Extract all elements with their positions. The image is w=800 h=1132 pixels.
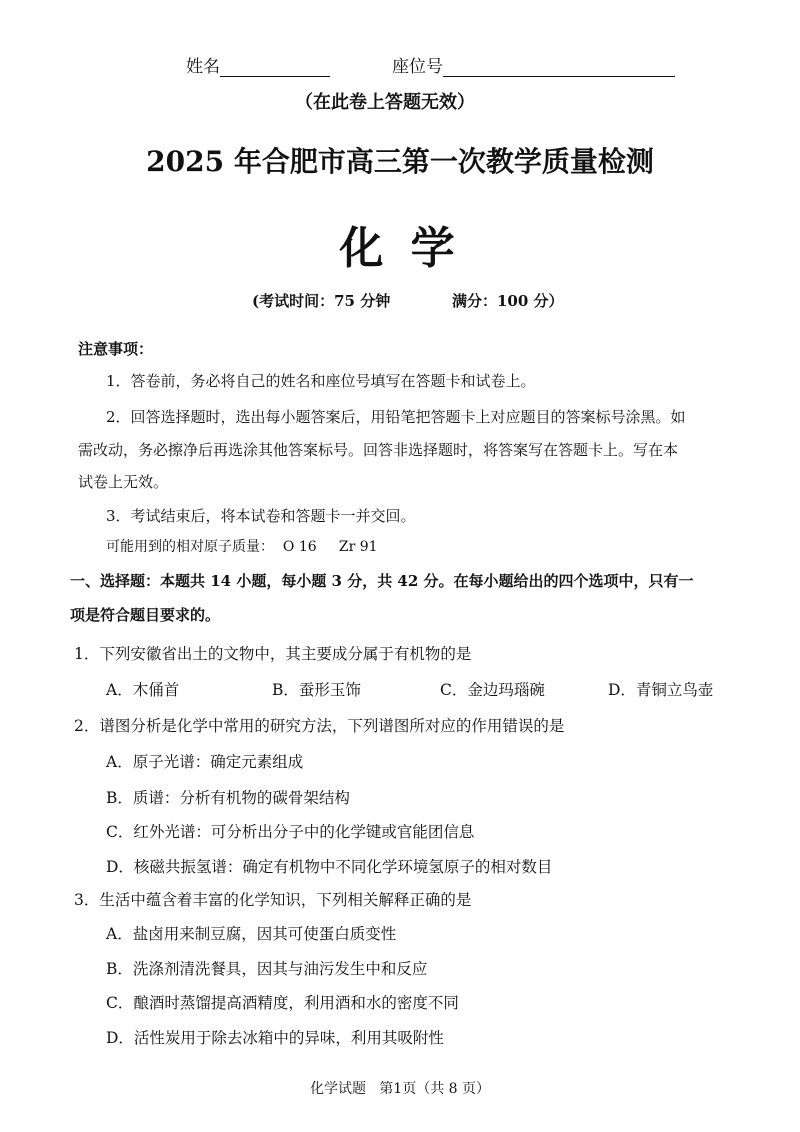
question-1-option-b: B．蚕形玉饰 bbox=[272, 681, 361, 699]
seat-field bbox=[392, 52, 675, 77]
question-3-option-d: D．活性炭用于除去冰箱中的异味，利用其吸附性 bbox=[106, 1029, 444, 1047]
question-3-option-b: B．洗涤剂清洗餐具，因其与油污发生中和反应 bbox=[106, 960, 428, 978]
notice-item-2-line-2: 需改动，务必擦净后再选涂其他答案标号。回答非选择题时，将答案写在答题卡上。写在本 bbox=[78, 441, 679, 459]
question-1-option-c: C．金边玛瑙碗 bbox=[440, 681, 545, 699]
notice-item-3: 3．考试结束后，将本试卷和答题卡一并交回。 bbox=[106, 507, 416, 525]
question-2-option-c: C．红外光谱：可分析出分子中的化学键或官能团信息 bbox=[106, 823, 475, 841]
notice-title: 注意事项： bbox=[78, 340, 154, 358]
page-footer: 化学试题 第1页（共 8 页） bbox=[309, 1081, 491, 1097]
question-2-option-b: B．质谱：分析有机物的碳骨架结构 bbox=[106, 789, 350, 807]
section-1-line-1: 一、选择题：本题共 14 小题，每小题 3 分，共 42 分。在每小题给出的四个选项中，只有一 bbox=[70, 572, 694, 590]
name-field bbox=[186, 52, 330, 77]
invalid-note: （在此卷上答题无效） bbox=[295, 92, 475, 113]
notice-item-2-line-1: 2．回答选择题时，选出每小题答案后，用铅笔把答题卡上对应题目的答案标号涂黑。如 bbox=[106, 408, 686, 426]
question-3-option-c: C．酿酒时蒸馏提高酒精度，利用酒和水的密度不同 bbox=[106, 994, 459, 1012]
question-2-option-a: A．原子光谱：确定元素组成 bbox=[106, 753, 304, 771]
exam-time: (考试时间：75 分钟 bbox=[252, 292, 391, 310]
section-1-line-2: 项是符合题目要求的。 bbox=[70, 606, 221, 624]
subject-title: 化 学 bbox=[339, 223, 461, 274]
exam-score: 满分：100 分） bbox=[452, 292, 564, 310]
question-3-stem: 3．生活中蕴含着丰富的化学知识，下列相关解释正确的是 bbox=[74, 891, 472, 909]
atomic-mass-note: 可能用到的相对原子质量： O 16 Zr 91 bbox=[106, 539, 378, 555]
seat-blank bbox=[443, 58, 675, 77]
seat-label: 座位号 bbox=[392, 57, 443, 77]
question-2-option-d: D．核磁共振氢谱：确定有机物中不同化学环境氢原子的相对数目 bbox=[106, 858, 553, 876]
notice-item-2-line-3: 试卷上无效。 bbox=[78, 473, 169, 491]
name-blank bbox=[220, 58, 330, 77]
exam-title: 2025 年合肥市高三第一次教学质量检测 bbox=[146, 145, 654, 178]
question-1-option-a: A．木俑首 bbox=[106, 681, 180, 699]
question-2-stem: 2．谱图分析是化学中常用的研究方法，下列谱图所对应的作用错误的是 bbox=[74, 717, 565, 735]
notice-item-1: 1．答卷前，务必将自己的姓名和座位号填写在答题卡和试卷上。 bbox=[106, 372, 536, 390]
question-1-option-d: D．青铜立鸟壶 bbox=[608, 681, 714, 699]
question-3-option-a: A．盐卤用来制豆腐，因其可使蛋白质变性 bbox=[106, 925, 397, 943]
question-1-stem: 1．下列安徽省出土的文物中，其主要成分属于有机物的是 bbox=[74, 645, 472, 663]
name-label: 姓名 bbox=[186, 57, 220, 77]
